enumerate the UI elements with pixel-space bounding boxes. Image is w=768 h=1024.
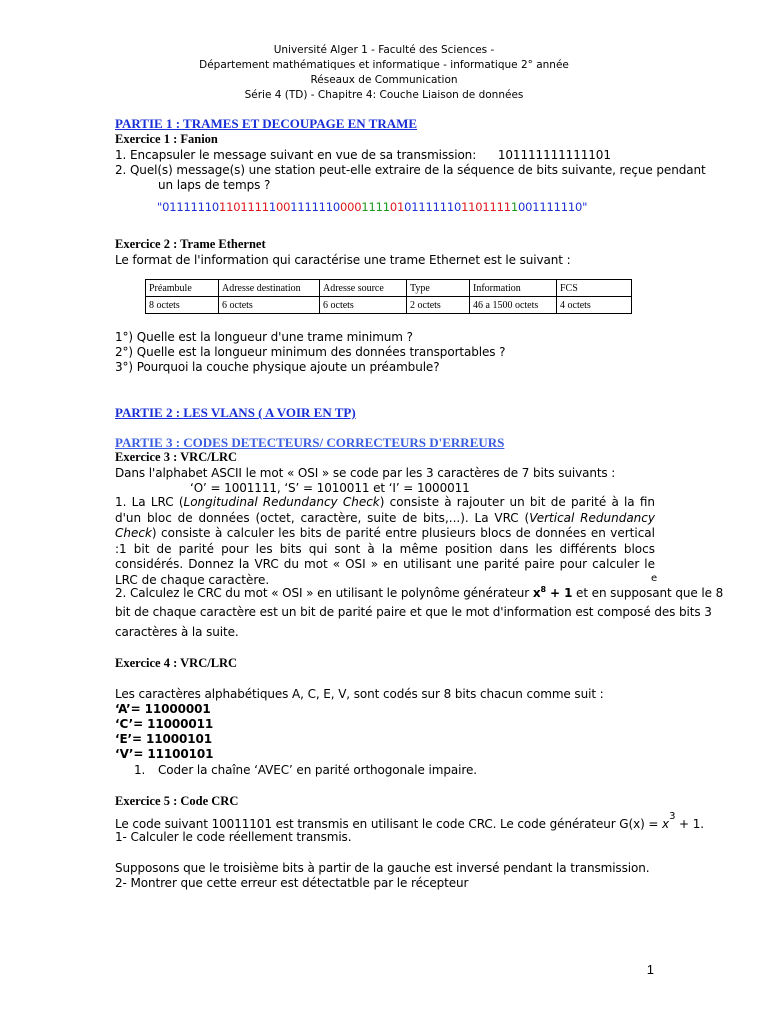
bit-segment: 01111110 — [404, 200, 462, 214]
superscript-e: e — [651, 573, 658, 584]
header-university: Université Alger 1 - Faculté des Sciences - — [273, 44, 495, 56]
bit-segment: 1 — [397, 200, 405, 214]
table-cell: 6 octets — [219, 297, 320, 314]
exercice3-paragraph1 — [115, 495, 658, 588]
bit-segment: 1111 — [361, 200, 390, 214]
exercice3-intro: Dans l'alphabet ASCII le mot « OSI » se code par les 3 caractères de 7 bits suivants : — [115, 466, 616, 480]
p1-vrc-term: Vertical Redundancy Check — [115, 510, 655, 540]
header-course: Réseaux de Communication — [310, 74, 458, 86]
table-cell: Information — [470, 280, 557, 297]
bit-segment: 00 — [275, 200, 291, 214]
bit-segment: 1101111 — [219, 200, 269, 214]
partie3-title: PARTIE 3 : CODES DETECTEURS/ CORRECTEURS D'ERREURS — [115, 435, 505, 450]
p1-part-b: ) consiste à rajouter un bit de parité à la fin d'un bloc de données (octet, caractère, suite de bits,...). La VRC ( — [115, 495, 656, 525]
table-cell: Adresse source — [320, 280, 407, 297]
ethernet-frame-table — [145, 279, 632, 314]
bit-segment: 1101111 — [461, 200, 511, 214]
header-series: Série 4 (TD) - Chapitre 4: Couche Liaison de données — [244, 89, 524, 101]
p2-part-a: 2. Calculez le CRC du mot « OSI » en utilisant le polynôme générateur — [115, 586, 533, 600]
polynomial — [533, 586, 572, 600]
table-cell: 46 a 1500 octets — [470, 297, 557, 314]
table-cell: 4 octets — [557, 297, 632, 314]
code-v: ‘V’= 11100101 — [115, 747, 214, 761]
bit-sequence-close-quote: " — [582, 200, 588, 214]
ex5-x: x — [662, 817, 670, 831]
bit-segment: 1111110 — [290, 200, 341, 214]
code-e: ‘E’= 11000101 — [115, 732, 213, 746]
bit-segment: 0 — [340, 200, 348, 214]
exercice5-line1 — [115, 811, 704, 831]
bit-sequence-body — [162, 200, 582, 214]
exercice2-title: Exercice 2 : Trame Ethernet — [115, 237, 266, 251]
exercice1-q2-line2: un laps de temps ? — [158, 178, 271, 192]
table-cell: 2 octets — [407, 297, 470, 314]
table-cell: FCS — [557, 280, 632, 297]
exercice1-q1-bits: 101111111111101 — [497, 148, 611, 162]
bit-segment: 1 — [268, 200, 276, 214]
exercice2-q3: 3°) Pourquoi la couche physique ajoute un préambule? — [115, 360, 440, 374]
exercice3-q2-line3: caractères à la suite. — [115, 625, 239, 639]
exercice2-q1: 1°) Quelle est la longueur d'une trame minimum ? — [115, 330, 413, 344]
exercice1-q1-text: 1. Encapsuler le message suivant en vue de sa transmission: — [115, 148, 477, 162]
bit-segment: 01111110 — [162, 200, 220, 214]
exercice1-q1 — [115, 148, 611, 162]
exercice5-line3: Supposons que le troisième bits à partir de la gauche est inversé pendant la transmission. — [115, 861, 650, 875]
p1-part-c: ) consiste à calculer les bits de parité entre plusieurs blocs de données en vertical :1 bit de parité pour les bits qui sont à la même position dans les différents blocs considérés. Donnez la VRC du mot « OSI » en utilisant une parité paire pour calculer le LRC de chaque caractère. — [115, 526, 655, 587]
exercice4-q1: Coder la chaîne ‘AVEC’ en parité orthogonale impaire. — [158, 763, 477, 777]
header-department: Département mathématiques et informatique - informatique 2° année — [199, 59, 569, 71]
exercice2-intro: Le format de l'information qui caractérise une trame Ethernet est le suivant : — [115, 253, 571, 267]
exercice5-line2: 1- Calculer le code réellement transmis. — [115, 830, 352, 844]
bit-segment: 0 — [389, 200, 397, 214]
ex5-line1-a: Le code suivant 10011101 est transmis en utilisant le code CRC. Le code générateur G(x) = — [115, 817, 663, 831]
partie2-title: PARTIE 2 : LES VLANS ( A VOIR EN TP) — [115, 405, 356, 420]
code-c: ‘C’= 11000011 — [115, 717, 214, 731]
p2-part-b: et en supposant que le 8 — [572, 586, 724, 600]
bit-segment: 1 — [510, 200, 519, 214]
partie1-title: PARTIE 1 : TRAMES ET DECOUPAGE EN TRAME — [115, 116, 418, 131]
exercice5-line4: 2- Montrer que cette erreur est détectatble par le récepteur — [115, 876, 469, 890]
ex5-line1-b: + 1. — [675, 817, 704, 831]
exercice3-title: Exercice 3 : VRC/LRC — [115, 450, 238, 464]
ex5-exp: 3 — [669, 811, 676, 822]
exercice1-title: Exercice 1 : Fanion — [115, 132, 218, 146]
exercice4-title: Exercice 4 : VRC/LRC — [115, 656, 238, 670]
bit-sequence — [157, 200, 587, 214]
page-number: 1 — [646, 962, 654, 977]
exercice1-q2-line1: 2. Quel(s) message(s) une station peut-elle extraire de la séquence de bits suivante, reçue pendant — [115, 163, 706, 177]
table-cell: Préambule — [146, 280, 219, 297]
exercice5-title: Exercice 5 : Code CRC — [115, 794, 239, 808]
exercice3-q2-line2: bit de chaque caractère est un bit de parité paire et que le mot d'information est composé des bits 3 — [115, 605, 712, 619]
table-header-row — [146, 280, 632, 297]
bit-sequence-open-quote: " — [157, 200, 163, 214]
table-cell: 6 octets — [320, 297, 407, 314]
p1-part-a: 1. La LRC ( — [115, 495, 184, 509]
exercice3-codes: ‘O’ = 1001111, ‘S’ = 1010011 et ‘I’ = 1000011 — [190, 481, 470, 495]
table-row — [146, 297, 632, 314]
exercice4-intro: Les caractères alphabétiques A, C, E, V, sont codés sur 8 bits chacun comme suit : — [115, 687, 604, 701]
poly-exp: 8 — [540, 585, 546, 594]
poly-rest: + 1 — [545, 586, 573, 600]
p1-lrc-term: Longitudinal Redundancy Check — [183, 495, 380, 509]
bit-segment: 001111110 — [518, 200, 583, 214]
exercice3-q2-line1 — [115, 585, 723, 600]
code-a: ‘A’= 11000001 — [115, 702, 211, 716]
table-cell: Type — [407, 280, 470, 297]
table-cell: 8 octets — [146, 297, 219, 314]
table-cell: Adresse destination — [219, 280, 320, 297]
exercice4-q1-num: 1. — [134, 763, 146, 777]
exercice2-q2: 2°) Quelle est la longueur minimum des données transportables ? — [115, 345, 506, 359]
bit-segment: 00 — [347, 200, 362, 214]
poly-x: x — [532, 586, 541, 600]
